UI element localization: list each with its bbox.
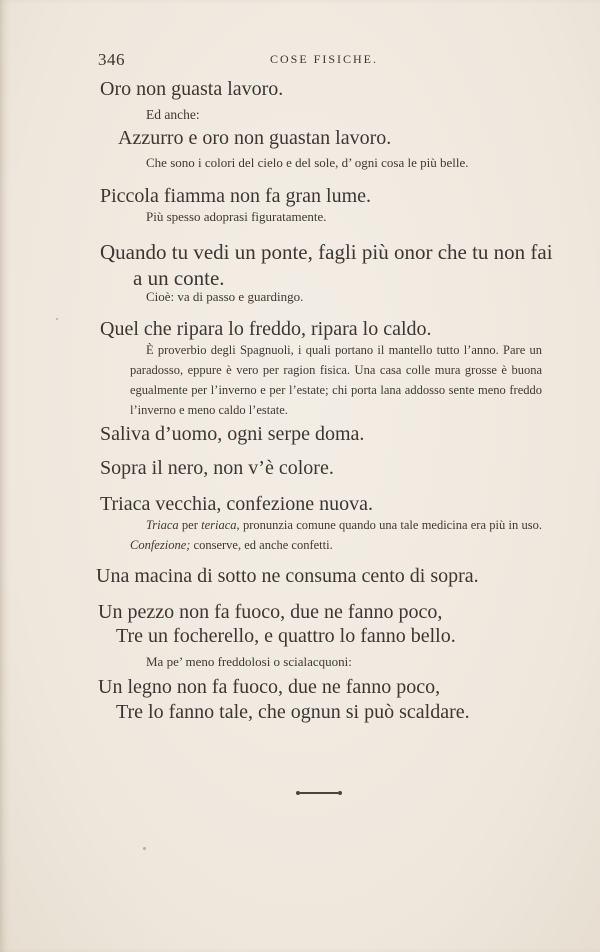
- proverb-text-continued: Tre lo fanno tale, che ognun si può scaldare.: [116, 701, 470, 723]
- proverb-text: Sopra il nero, non v’è colore.: [100, 457, 334, 479]
- proverb-note: Che sono i colori del cielo e del sole, d’ ogni cosa le più belle.: [146, 155, 469, 170]
- page-number: 346: [98, 50, 125, 69]
- proverb-text: Un legno non fa fuoco, due ne fanno poco,: [98, 676, 441, 698]
- proverb-text: Oro non guasta lavoro.: [100, 78, 284, 100]
- paper-speck: [56, 318, 58, 320]
- page-header: [98, 50, 508, 70]
- proverb-note: Triaca per teriaca, pronunzia comune quando una tale medicina era più in uso. Confezione; conserve, ed anche confetti.: [130, 518, 542, 552]
- proverb-text: Triaca vecchia, confezione nuova.: [100, 493, 374, 515]
- proverb-text: Quel che ripara lo freddo, ripara lo caldo.: [100, 318, 432, 340]
- proverb-text-continued: Tre un focherello, e quattro lo fanno bello.: [116, 625, 456, 647]
- note-term: Triaca: [146, 518, 179, 532]
- note-term: teriaca,: [201, 518, 240, 532]
- proverb-note: Ma pe’ meno freddolosi o scialacquoni:: [146, 654, 352, 669]
- proverb-note: Più spesso adoprasi figuratamente.: [146, 209, 327, 224]
- running-head: COSE FISICHE.: [270, 52, 379, 66]
- proverb-text: Un pezzo non fa fuoco, due ne fanno poco,: [98, 601, 443, 623]
- proverb-text: Una macina di sotto ne consuma cento di sopra.: [96, 565, 479, 587]
- end-ornament-rule: [300, 792, 338, 794]
- proverb-note: È proverbio degli Spagnuoli, i quali portano il mantello tutto l’anno. Pare un paradosso, eppure è vero per ragion fisica. Una casa colle mura grosse è buona egualmente per l’inverno e per l’estate; chi porta lana addosso sente meno freddo l’inverno e meno caldo l’estate.: [130, 343, 542, 417]
- proverb-text: Quando tu vedi un ponte, fagli più onor che tu non fai: [100, 240, 553, 264]
- proverb-note: Ed anche:: [146, 107, 200, 122]
- proverb-note: Cioè: va di passo e guardingo.: [146, 289, 304, 304]
- proverb-text: Piccola fiamma non fa gran lume.: [100, 185, 372, 207]
- proverb-text: Azzurro e oro non guastan lavoro.: [118, 127, 392, 149]
- proverb-text-continued: a un conte.: [133, 266, 225, 290]
- proverb-text: Saliva d’uomo, ogni serpe doma.: [100, 423, 365, 445]
- note-term: Confezione;: [130, 538, 191, 552]
- paper-speck: [143, 847, 146, 850]
